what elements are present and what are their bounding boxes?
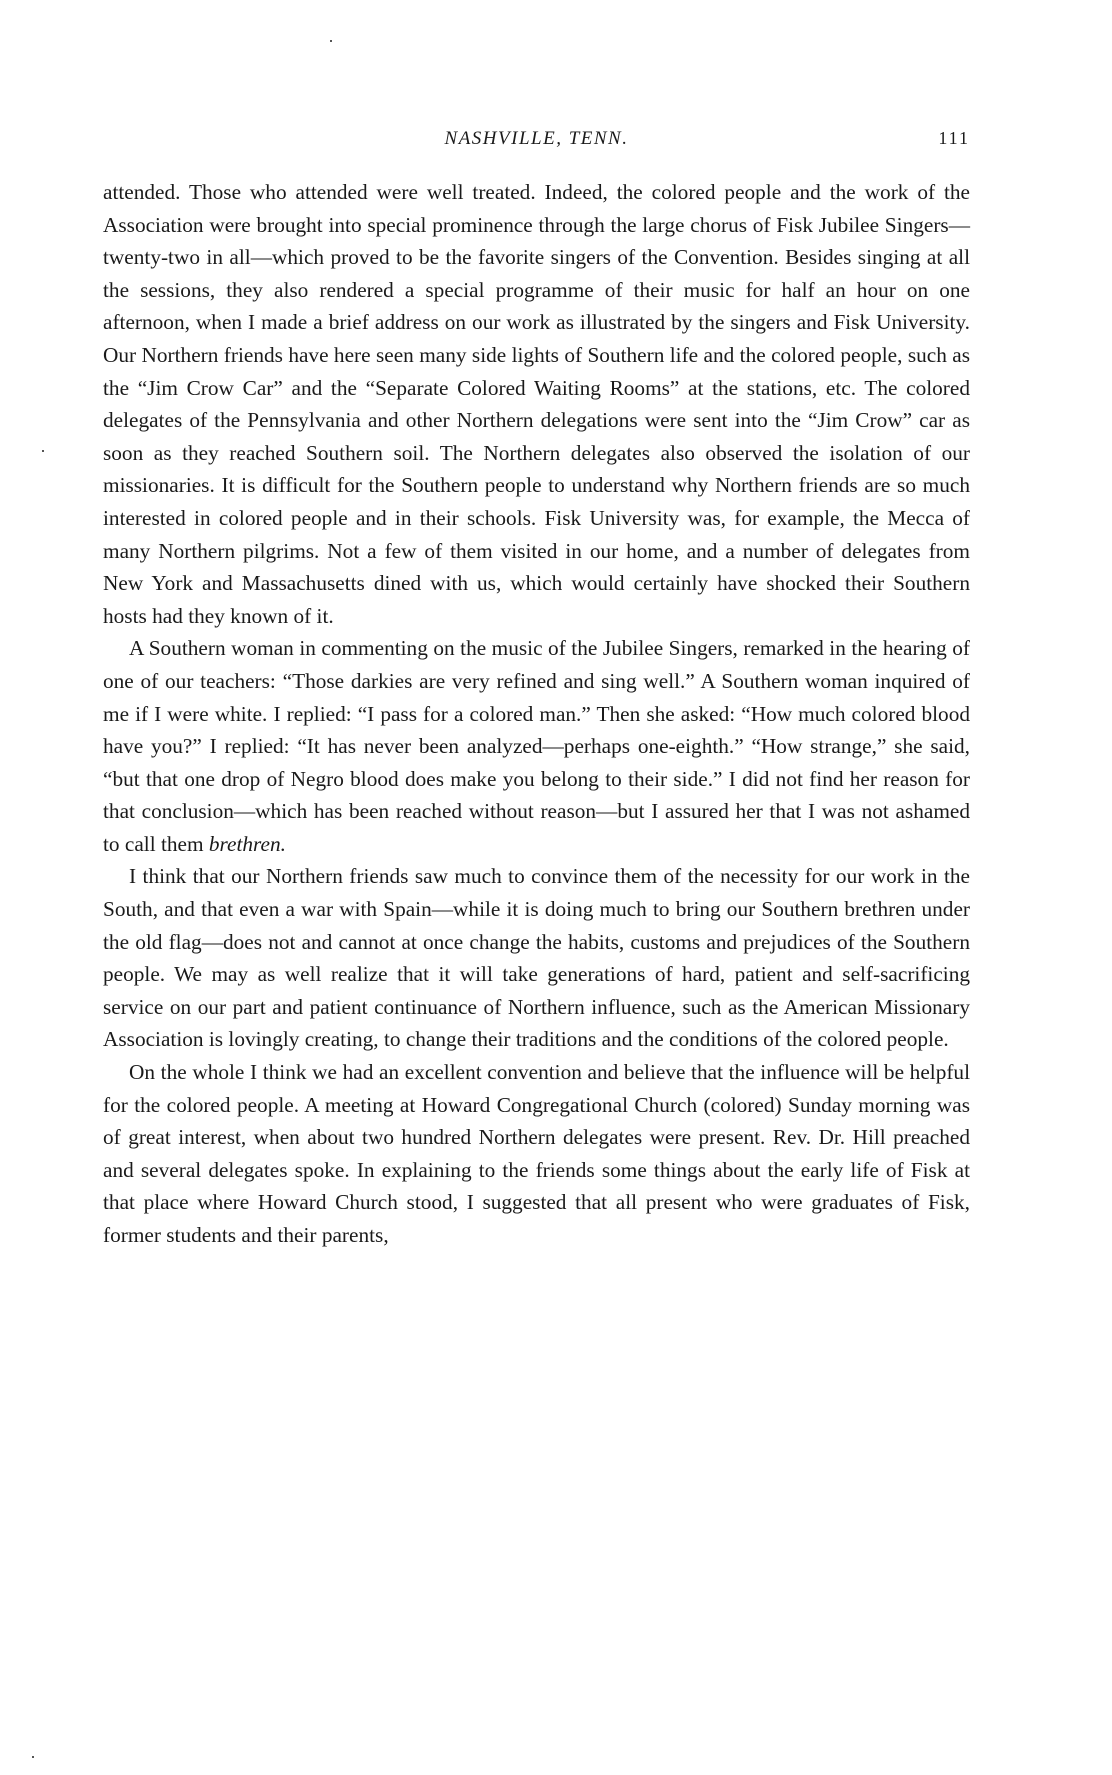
scan-speck xyxy=(32,1756,34,1758)
scan-speck xyxy=(330,40,332,42)
emphasized-word: brethren. xyxy=(208,831,286,856)
body-text xyxy=(103,176,970,1252)
paragraph: attended. Those who attended were well treated. Indeed, the colored people and the work of the Association were brought into special prominence through the large chorus of Fisk Jubilee Singers—twenty-two in all—which proved to be the favorite singers of the Convention. Besides singing at all the sessions, they also rendered a special programme of their music for half an hour on one afternoon, when I made a brief address on our work as illustrated by the singers and Fisk University. Our Northern friends have here seen many side lights of Southern life and the colored people, such as the “Jim Crow Car” and the “Separate Colored Waiting Rooms” at the stations, etc. The colored delegates of the Pennsylvania and other Northern delegations were sent into the “Jim Crow” car as soon as they reached Southern soil. The Northern delegates also observed the isolation of our missionaries. It is difficult for the Southern people to understand why Northern friends are so much interested in colored people and in their schools. Fisk University was, for example, the Mecca of many Northern pilgrims. Not a few of them visited in our home, and a number of delegates from New York and Massachusetts dined with us, which would certainly have shocked their Southern hosts had they known of it. xyxy=(103,180,970,628)
running-head: NASHVILLE, TENN. xyxy=(444,128,629,149)
page-number: 111 xyxy=(938,128,970,148)
page-header xyxy=(103,124,970,154)
scan-speck xyxy=(42,450,44,452)
paragraph: I think that our Northern friends saw much to convince them of the necessity for our work in the South, and that even a war with Spain—while it is doing much to bring our Southern brethren under the old flag—does not and cannot at once change the habits, customs and prejudices of the Southern people. We may as well realize that it will take generations of hard, patient and self-sacrificing service on our part and patient continuance of Northern influence, such as the American Missionary Association is lovingly creating, to change their traditions and the conditions of the colored people. xyxy=(103,864,970,1052)
paragraph xyxy=(103,632,970,860)
paragraph-text: A Southern woman in commenting on the music of the Jubilee Singers, remarked in the hearing of one of our teachers: “Those darkies are very refined and sing well.” A Southern woman inquired of me if I were white. I replied: “I pass for a colored man.” Then she asked: “How much colored blood have you?” I replied: “It has never been analyzed—perhaps one-eighth.” “How strange,” she said, “but that one drop of Negro blood does make you belong to their side.” I did not find her reason for that conclusion—which has been reached without reason—but I assured her that I was not ashamed to call them xyxy=(103,636,970,856)
paragraph: On the whole I think we had an excellent convention and believe that the influence will be helpful for the colored people. A meeting at Howard Congregational Church (colored) Sunday morning was of great interest, when about two hundred Northern delegates were present. Rev. Dr. Hill preached and several delegates spoke. In explaining to the friends some things about the early life of Fisk at that place where Howard Church stood, I suggested that all present who were graduates of Fisk, former students and their parents, xyxy=(103,1060,970,1247)
